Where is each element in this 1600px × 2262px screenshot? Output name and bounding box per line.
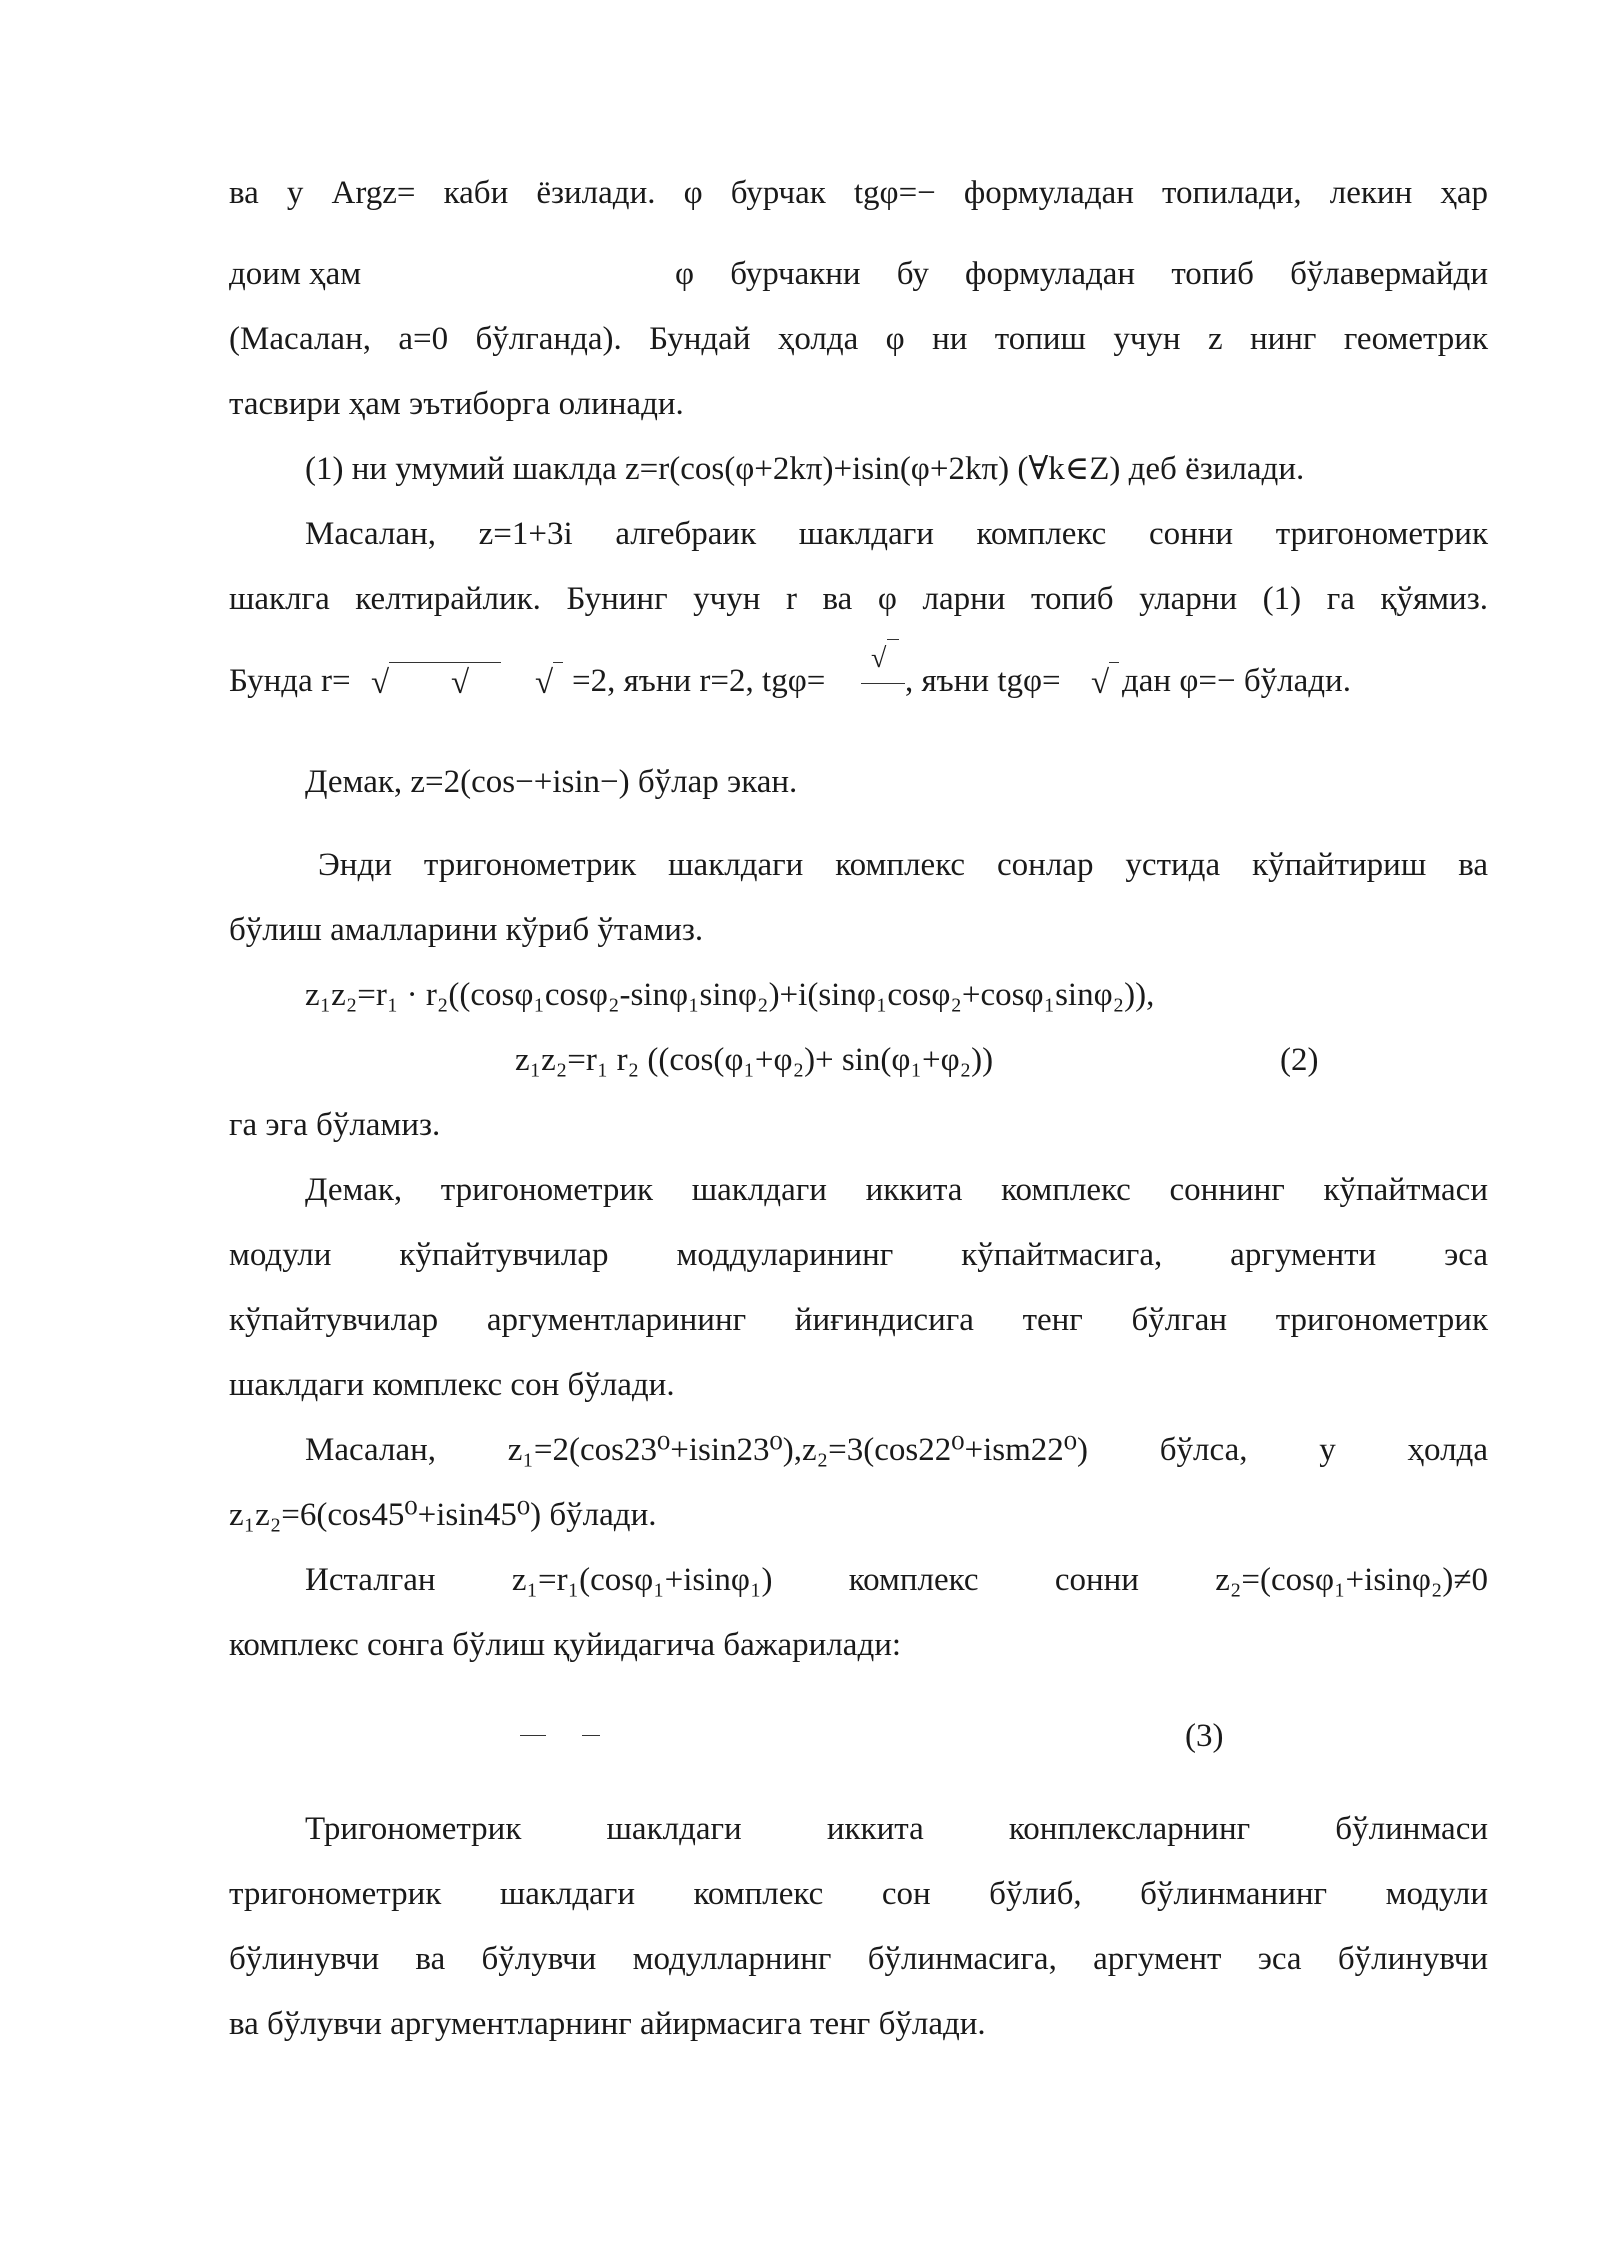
sqrt-sign: √ xyxy=(371,665,390,701)
text-line: модули кўпайтувчилар моддуларининг кўпайтмасига, аргументи эса xyxy=(229,1237,1488,1273)
text-fragment: Бунда r= xyxy=(229,663,351,699)
text-line: шаклдаги комплекс сон бўлади. xyxy=(229,1367,675,1403)
sqrt-sign: √ xyxy=(1091,665,1110,701)
text-line xyxy=(229,252,1488,296)
fraction-bar xyxy=(582,1735,600,1736)
text-line: шаклга келтирайлик. Бунинг учун r ва φ ларни топиб уларни (1) га қўямиз. xyxy=(229,581,1488,617)
sqrt-sign: √ xyxy=(535,665,554,701)
radical-bar xyxy=(1109,662,1119,663)
text-fragment: =2, яъни r=2, tgφ= xyxy=(572,663,826,699)
text-line: Исталган z₁=r₁(cosφ₁+isinφ₁) комплекс сонни z₂=(cosφ₁+isinφ₂)≠0 xyxy=(305,1562,1488,1598)
radical-bar xyxy=(389,662,501,663)
text-line: Демак, z=2(cos−+isin−) бўлар экан. xyxy=(305,764,798,800)
text-line: Демак, тригонометрик шаклдаги иккита комплекс соннинг кўпайтмаси xyxy=(305,1172,1488,1208)
text-line: Масалан, z=1+3i алгебраик шаклдаги комплекс сонни тригонометрик xyxy=(305,516,1488,552)
text-line: z₁z₂=6(cos45⁰+isin45⁰) бўлади. xyxy=(229,1497,657,1533)
sqrt-sign: √ xyxy=(451,665,470,701)
radical-bar xyxy=(887,639,899,640)
text-line: тригонометрик шаклдаги комплекс сон бўлиб, бўлинманинг модули xyxy=(229,1876,1488,1912)
text-line: га эга бўламиз. xyxy=(229,1107,441,1143)
formula-line: z₁z₂=r₁ · r₂((cosφ₁cosφ₂-sinφ₁sinφ₂)+i(sinφ₁cosφ₂+cosφ₁sinφ₂)), xyxy=(305,977,1155,1013)
text-line: Тригонометрик шаклдаги иккита конплексларнинг бўлинмаси xyxy=(305,1811,1488,1847)
text-line: кўпайтувчилар аргументларининг йиғиндисига тенг бўлган тригонометрик xyxy=(229,1302,1488,1338)
text-line: (1) ни умумий шаклда z=r(cos(φ+2kπ)+isin(φ+2kπ) (∀k∈Z) деб ёзилади. xyxy=(305,451,1305,487)
text-line: бўлиш амалларини кўриб ўтамиз. xyxy=(229,912,704,948)
text-line: тасвири ҳам эътиборга олинади. xyxy=(229,386,684,422)
fraction-bar xyxy=(520,1735,546,1736)
radical-bar xyxy=(553,662,563,663)
text-line: (Масалан, а=0 бўлганда). Бундай ҳолда φ ни топиш учун z нинг геометрик xyxy=(229,321,1488,357)
sqrt-sign: √ xyxy=(871,643,887,674)
equation-number: (2) xyxy=(1280,1042,1319,1078)
text-line: Масалан, z₁=2(cos23⁰+isin23⁰),z₂=3(cos22⁰+ism22⁰) бўлса, у ҳолда xyxy=(305,1432,1488,1468)
text-line-radicals xyxy=(229,643,1488,703)
text-line: бўлинувчи ва бўлувчи модулларнинг бўлинмасига, аргумент эса бўлинувчи xyxy=(229,1941,1488,1977)
fraction-bar xyxy=(861,683,905,684)
text-fragment: доим ҳам xyxy=(229,256,362,292)
text-fragment: φ бурчакни бу формуладан топиб бўлавермайди xyxy=(675,256,1488,292)
text-fragment: дан φ=− бўлади. xyxy=(1122,663,1351,699)
text-fragment: , яъни tgφ= xyxy=(905,663,1061,699)
equation-number: (3) xyxy=(1185,1718,1224,1754)
text-line: ва бўлувчи аргументларнинг айирмасига тенг бўлади. xyxy=(229,2006,986,2042)
text-line: ва у Argz= каби ёзилади. φ бурчак tgφ=− формуладан топилади, лекин ҳар xyxy=(229,175,1488,211)
text-line: комплекс сонга бўлиш қуйидагича бажарилади: xyxy=(229,1627,902,1663)
text-line: Энди тригонометрик шаклдаги комплекс сонлар устида кўпайтириш ва xyxy=(318,847,1488,883)
formula-line: z₁z₂=r₁ r₂ ((cos(φ₁+φ₂)+ sin(φ₁+φ₂)) xyxy=(515,1042,994,1078)
